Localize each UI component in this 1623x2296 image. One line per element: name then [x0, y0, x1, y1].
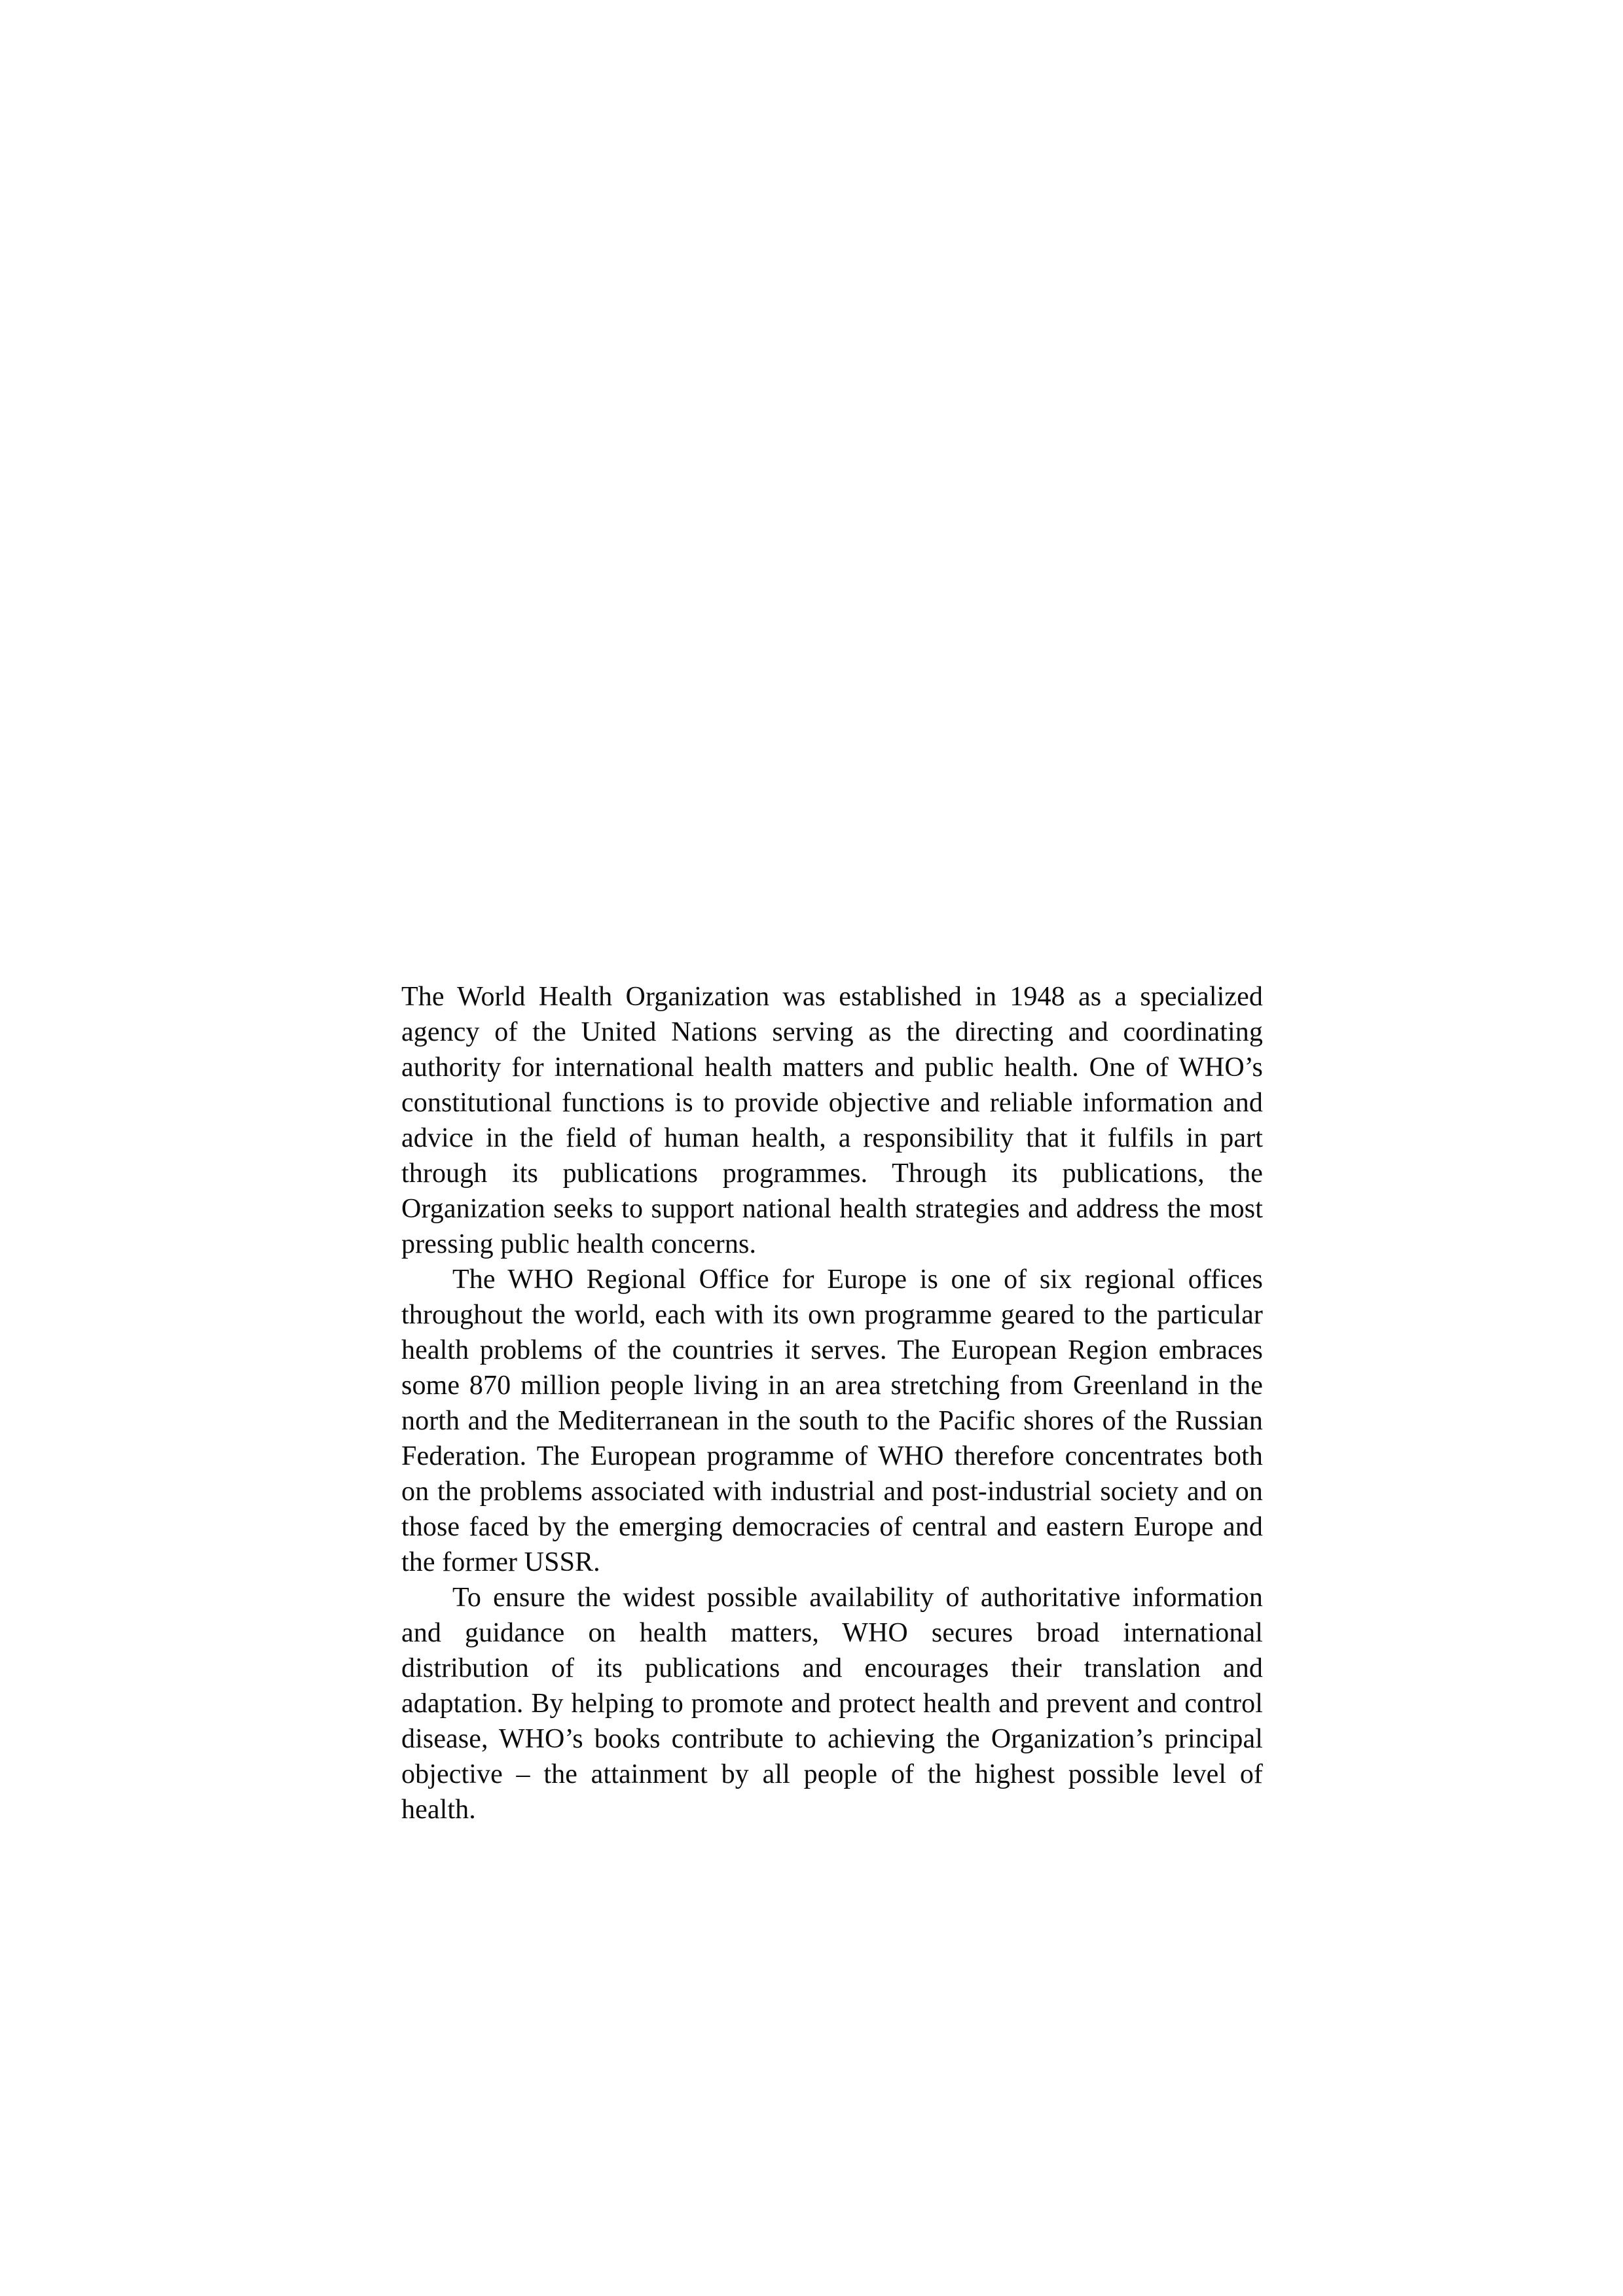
body-paragraph-1: The World Health Organization was established in 1948 as a specialized agency of the United Nations serving as the directing and coordinating authority for international health matters and public health. One of WHO’s constitutional functions is to provide objective and reliable information and advice in the field of human health, a responsibility that it fulfils in part through its publications programmes. Through its publications, the Organization seeks to support national health strategies and address the most pressing public health concerns.	[401, 982, 1263, 1259]
who-publication-notice	[401, 979, 1263, 1827]
body-paragraph-3: To ensure the widest possible availability of authoritative information and guidance on health matters, WHO secures broad international distribution of its publications and encourages their translation and adaptation. By helping to promote and protect health and prevent and control disease, WHO’s books contribute to achieving the Organization’s principal objective – the attainment by all people of the highest possible level of health.	[401, 1583, 1263, 1825]
body-paragraph-2: The WHO Regional Office for Europe is one of six regional offices throughout the world, each with its own programme geared to the particular health problems of the countries it serves. The European Region embraces some 870 million people living in an area stretching from Greenland in the north and the Mediterranean in the south to the Pacific shores of the Russian Federation. The European programme of WHO therefore concentrates both on the problems associated with industrial and post-industrial society and on those faced by the emerging democracies of central and eastern Europe and the former USSR.	[401, 1265, 1263, 1577]
